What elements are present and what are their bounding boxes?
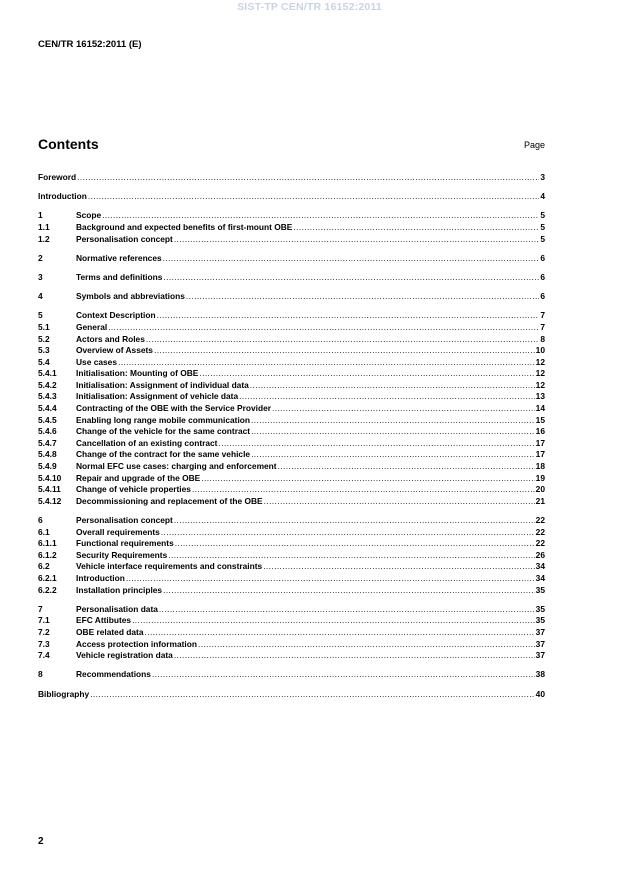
- toc-entry-page: 37: [535, 626, 545, 637]
- toc-entry[interactable]: [38, 357, 545, 369]
- toc-dot-leader: [88, 191, 539, 203]
- toc-entry[interactable]: [38, 689, 545, 701]
- contents-title: Contents: [38, 136, 99, 152]
- toc-entry-page: 17: [535, 437, 545, 448]
- toc-entry-number: 5.4.5: [38, 414, 57, 425]
- toc-dot-leader: [239, 391, 535, 403]
- toc-entry[interactable]: [38, 561, 545, 573]
- toc-entry-page: 7: [540, 321, 545, 332]
- toc-entry[interactable]: [38, 461, 545, 473]
- toc-dot-leader: [186, 291, 539, 303]
- toc-dot-leader: [159, 604, 535, 616]
- toc-entry[interactable]: [38, 515, 545, 527]
- toc-entry-title: Normative references: [76, 252, 162, 263]
- toc-dot-leader: [251, 426, 535, 438]
- toc-entry-page: 6: [540, 291, 545, 302]
- toc-entry[interactable]: [38, 403, 545, 415]
- toc-dot-leader: [118, 357, 535, 369]
- toc-dot-leader: [102, 210, 539, 222]
- toc-entry-number: 2: [38, 252, 43, 263]
- toc-entry-page: 7: [540, 310, 545, 321]
- toc-entry-title: Installation principles: [76, 584, 163, 595]
- toc-entry[interactable]: [38, 538, 545, 550]
- toc-entry[interactable]: [38, 627, 545, 639]
- toc-dot-leader: [77, 172, 539, 184]
- toc-entry-page: 22: [535, 526, 545, 537]
- toc-entry-number: 3: [38, 271, 43, 282]
- toc-entry-title: Overview of Assets: [76, 345, 153, 356]
- toc-entry-number: 5.4.10: [38, 472, 62, 483]
- toc-entry-title: Enabling long range mobile communication: [76, 414, 251, 425]
- toc-entry-number: 7.2: [38, 626, 50, 637]
- toc-entry-title: Personalisation data: [76, 603, 158, 614]
- toc-entry[interactable]: [38, 345, 545, 357]
- toc-entry[interactable]: [38, 234, 545, 246]
- toc-dot-leader: [250, 380, 535, 392]
- toc-entry-number: 5.4.12: [38, 495, 62, 506]
- toc-entry-title: Decommissioning and replacement of the OBE: [76, 495, 263, 506]
- toc-entry[interactable]: [38, 438, 545, 450]
- toc-entry-page: 5: [540, 210, 545, 221]
- toc-entry[interactable]: [38, 368, 545, 380]
- toc-entry[interactable]: [38, 191, 545, 203]
- toc-entry-number: 5.2: [38, 333, 50, 344]
- toc-entry-number: 7.4: [38, 650, 50, 661]
- toc-entry[interactable]: [38, 527, 545, 539]
- toc-entry-page: 17: [535, 449, 545, 460]
- toc-entry[interactable]: [38, 391, 545, 403]
- toc-entry-number: 1.2: [38, 233, 50, 244]
- toc-entry-number: 4: [38, 291, 43, 302]
- toc-entry-title: Repair and upgrade of the OBE: [76, 472, 201, 483]
- toc-entry-page: 16: [535, 426, 545, 437]
- toc-entry[interactable]: [38, 449, 545, 461]
- toc-entry-title: Overall requirements: [76, 526, 160, 537]
- toc-entry-page: 8: [540, 333, 545, 344]
- toc-dot-leader: [199, 368, 534, 380]
- toc-entry-page: 6: [540, 252, 545, 263]
- toc-entry[interactable]: [38, 650, 545, 662]
- toc-entry[interactable]: [38, 473, 545, 485]
- toc-dot-leader: [175, 538, 535, 550]
- toc-entry-title: Security Requirements: [76, 549, 168, 560]
- toc-entry[interactable]: [38, 573, 545, 585]
- toc-entry-page: 14: [535, 403, 545, 414]
- toc-dot-leader: [264, 496, 535, 508]
- toc-entry[interactable]: [38, 310, 545, 322]
- toc-entry-number: 5.4.9: [38, 461, 57, 472]
- toc-entry-number: 6.1.2: [38, 549, 57, 560]
- toc-entry-title: Introduction: [38, 191, 87, 202]
- toc-entry[interactable]: [38, 334, 545, 346]
- toc-entry-title: Vehicle registration data: [76, 650, 173, 661]
- toc-entry-number: 6: [38, 515, 43, 525]
- toc-entry-page: 6: [540, 271, 545, 282]
- toc-dot-leader: [272, 403, 535, 415]
- toc-entry[interactable]: [38, 380, 545, 392]
- toc-dot-leader: [163, 253, 540, 265]
- toc-entry-page: 5: [540, 221, 545, 232]
- toc-entry-page: 34: [535, 572, 545, 583]
- toc-entry-number: 5: [38, 310, 43, 321]
- toc-dot-leader: [278, 461, 535, 473]
- watermark: SIST-TP CEN/TR 16152:2011: [237, 1, 382, 13]
- toc-entry-title: EFC Attibutes: [76, 615, 132, 626]
- toc-entry-title: Initialisation: Mounting of OBE: [76, 368, 199, 379]
- toc-entry-page: 37: [535, 650, 545, 661]
- toc-entry[interactable]: [38, 585, 545, 597]
- toc-entry-title: Introduction: [76, 572, 125, 583]
- toc-dot-leader: [251, 449, 535, 461]
- toc-entry-title: Contracting of the OBE with the Service Provider: [76, 403, 271, 414]
- toc-entry-title: OBE related data: [76, 626, 144, 637]
- toc-entry-number: 6.2: [38, 561, 50, 572]
- toc-entry-page: 40: [535, 688, 545, 699]
- toc-entry-page: 37: [535, 638, 545, 649]
- toc-entry[interactable]: [38, 291, 545, 303]
- toc-dot-leader: [90, 689, 534, 701]
- toc-entry-page: 12: [535, 379, 545, 390]
- toc-entry-title: Actors and Roles: [76, 333, 145, 344]
- toc-entry-page: 3: [540, 172, 545, 182]
- toc-dot-leader: [152, 669, 535, 681]
- toc-entry-number: 6.2.2: [38, 584, 57, 595]
- toc-dot-leader: [161, 527, 535, 539]
- toc-entry[interactable]: [38, 615, 545, 627]
- toc-entry-page: 20: [535, 484, 545, 495]
- toc-entry-number: 5.4.4: [38, 403, 57, 414]
- toc-entry-title: Initialisation: Assignment of vehicle data: [76, 391, 239, 402]
- toc-entry-page: 21: [535, 495, 545, 506]
- toc-entry-number: 5.4.11: [38, 484, 61, 495]
- toc-entry[interactable]: [38, 322, 545, 334]
- toc-entry[interactable]: [38, 253, 545, 265]
- toc-dot-leader: [263, 561, 534, 573]
- toc-entry-title: Access protection information: [76, 638, 197, 649]
- toc-dot-leader: [218, 438, 534, 450]
- toc-entry[interactable]: [38, 496, 545, 508]
- toc-dot-leader: [168, 550, 534, 562]
- toc-entry-number: 5.4.7: [38, 437, 57, 448]
- page-column-label: Page: [523, 140, 545, 150]
- toc-entry[interactable]: [38, 415, 545, 427]
- toc-entry-page: 35: [535, 615, 545, 626]
- toc-entry-title: General: [76, 321, 108, 332]
- toc-entry-title: Personalisation concept: [76, 233, 173, 244]
- toc-dot-leader: [293, 222, 539, 234]
- toc-entry-title: Recommendations: [76, 669, 151, 680]
- page-number: 2: [38, 836, 44, 847]
- toc-entry-title: Use cases: [76, 356, 117, 367]
- toc-dot-leader: [163, 585, 535, 597]
- toc-entry-number: 8: [38, 669, 43, 680]
- toc-entry-title: Initialisation: Assignment of individual data: [76, 379, 249, 390]
- toc-entry-page: 18: [535, 461, 545, 472]
- toc-entry-page: 38: [535, 669, 545, 680]
- toc-dot-leader: [174, 234, 540, 246]
- toc-entry[interactable]: [38, 639, 545, 651]
- toc-dot-leader: [163, 272, 539, 284]
- toc-entry-title: Background and expected benefits of first-mount OBE: [76, 221, 293, 232]
- toc-entry-number: 5.4.2: [38, 379, 57, 390]
- toc-entry[interactable]: [38, 172, 545, 184]
- toc-entry[interactable]: [38, 669, 545, 681]
- table-of-contents: [38, 172, 545, 700]
- toc-entry-title: Foreword: [38, 172, 77, 182]
- toc-entry-number: 5.4.6: [38, 426, 57, 437]
- toc-dot-leader: [157, 310, 540, 322]
- toc-entry-title: Change of the vehicle for the same contract: [76, 426, 251, 437]
- toc-entry-title: Bibliography: [38, 688, 90, 699]
- toc-entry-page: 35: [535, 603, 545, 614]
- toc-entry-title: Change of the contract for the same vehicle: [76, 449, 251, 460]
- toc-dot-leader: [132, 615, 535, 627]
- toc-entry-page: 15: [535, 414, 545, 425]
- toc-entry-number: 1: [38, 210, 43, 221]
- toc-entry-page: 26: [535, 549, 545, 560]
- toc-entry-page: 12: [535, 368, 545, 379]
- toc-entry-number: 7: [38, 603, 43, 614]
- toc-dot-leader: [201, 473, 534, 485]
- toc-entry-page: 34: [535, 561, 545, 572]
- document-id: CEN/TR 16152:2011 (E): [38, 39, 142, 50]
- toc-dot-leader: [146, 334, 539, 346]
- toc-entry-title: Vehicle interface requirements and constraints: [76, 561, 263, 572]
- toc-entry-number: 5.4.8: [38, 449, 57, 460]
- toc-entry-number: 5.3: [38, 345, 50, 356]
- toc-entry[interactable]: [38, 222, 545, 234]
- toc-entry-number: 7.3: [38, 638, 50, 649]
- toc-entry-page: 35: [535, 584, 545, 595]
- toc-entry-number: 5.4.3: [38, 391, 57, 402]
- toc-entry[interactable]: [38, 484, 545, 496]
- toc-entry-number: 6.1: [38, 526, 50, 537]
- toc-entry-number: 5.4: [38, 356, 50, 367]
- toc-entry-title: Scope: [76, 210, 102, 221]
- toc-entry[interactable]: [38, 272, 545, 284]
- toc-dot-leader: [154, 345, 535, 357]
- toc-entry-page: 22: [535, 515, 545, 525]
- toc-entry-title: Change of vehicle properties: [76, 484, 191, 495]
- toc-dot-leader: [174, 650, 535, 662]
- toc-entry-number: 5.1: [38, 321, 50, 332]
- toc-dot-leader: [198, 639, 535, 651]
- toc-entry-page: 22: [535, 538, 545, 549]
- toc-entry-number: 5.4.1: [38, 368, 57, 379]
- toc-entry-title: Personalisation concept: [76, 515, 173, 525]
- toc-dot-leader: [192, 484, 535, 496]
- toc-entry[interactable]: [38, 426, 545, 438]
- toc-entry-page: 5: [540, 233, 545, 244]
- toc-entry-number: 7.1: [38, 615, 50, 626]
- toc-entry-page: 19: [535, 472, 545, 483]
- toc-entry[interactable]: [38, 604, 545, 616]
- toc-entry-page: 10: [535, 345, 545, 356]
- toc-entry[interactable]: [38, 210, 545, 222]
- toc-entry-title: Context Description: [76, 310, 156, 321]
- toc-dot-leader: [126, 573, 535, 585]
- toc-entry-title: Normal EFC use cases: charging and enforcement: [76, 461, 277, 472]
- toc-entry-title: Cancellation of an existing contract: [76, 437, 218, 448]
- toc-entry-title: Functional requirements: [76, 538, 174, 549]
- toc-entry-title: Terms and definitions: [76, 271, 163, 282]
- toc-entry-title: Symbols and abbreviations: [76, 291, 185, 302]
- toc-entry-page: 13: [535, 391, 545, 402]
- toc-entry-number: 6.1.1: [38, 538, 57, 549]
- toc-dot-leader: [145, 627, 535, 639]
- toc-dot-leader: [108, 322, 539, 334]
- toc-entry-number: 1.1: [38, 221, 50, 232]
- toc-dot-leader: [174, 515, 535, 527]
- toc-entry-page: 4: [540, 191, 545, 202]
- toc-entry[interactable]: [38, 550, 545, 562]
- toc-dot-leader: [251, 415, 535, 427]
- toc-entry-number: 6.2.1: [38, 572, 57, 583]
- toc-entry-page: 12: [535, 356, 545, 367]
